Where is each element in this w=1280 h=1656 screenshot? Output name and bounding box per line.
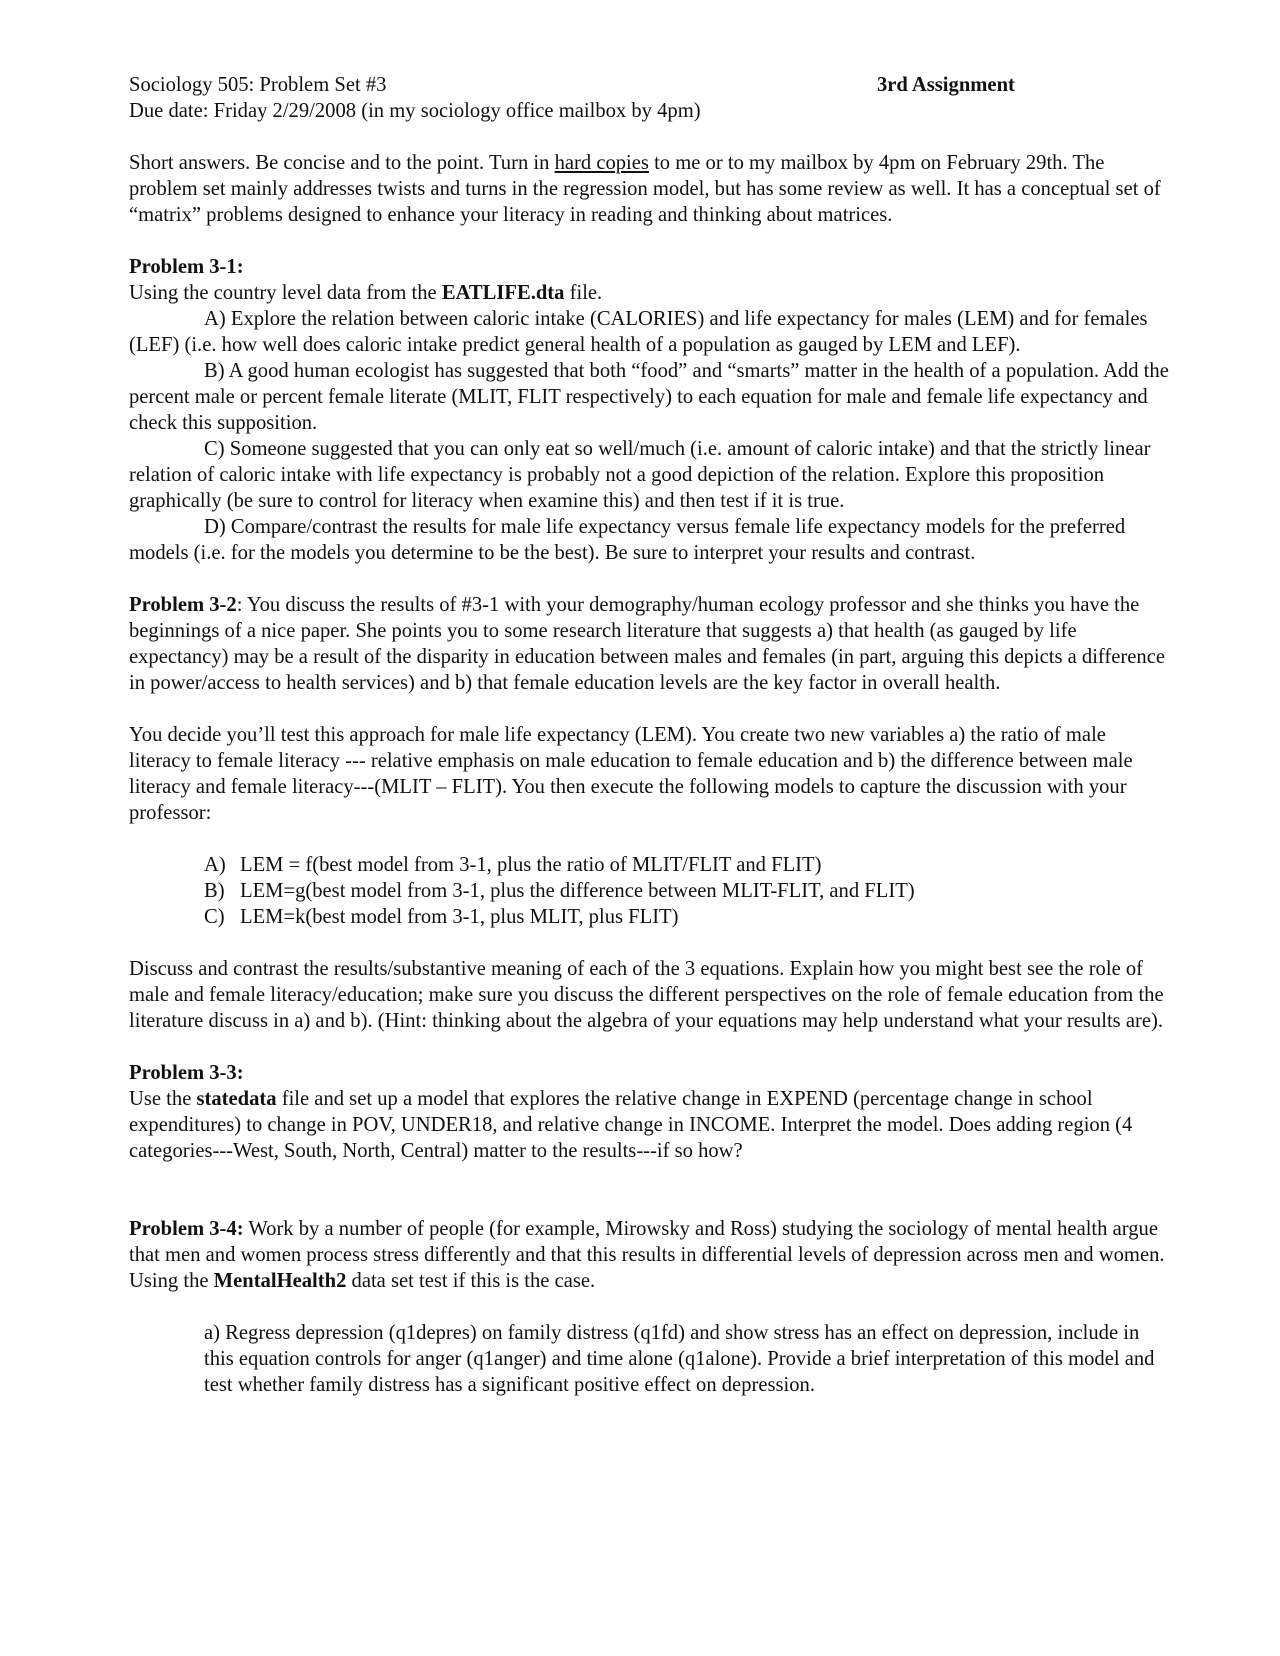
mentalhealth2-file-name: MentalHealth2	[213, 1270, 347, 1292]
problem-3-2-intro: Problem 3-2: You discuss the results of #3-1 with your demography/human ecology professor and she thinks you have the beginnings of a nice paper. She points you to some research literature that suggests a) that health (as gauged by life expectancy) may be a result of the disparity in education between males and females (in part, arguing this depicts a difference in power/access to health services) and b) that female education levels are the key factor in overall health.	[129, 594, 1165, 694]
problem-3-1-intro: Using the country level data from the EATLIFE.dta file.	[129, 282, 603, 304]
document-page	[129, 72, 1169, 1398]
problem-3-3-body: Use the statedata file and set up a model that explores the relative change in EXPEND (percentage change in school expenditures) to change in POV, UNDER18, and relative change in INCOME. Interpret the model. Does adding region (4 categories---West, South, North, Central) matter to the results---if so how?	[129, 1088, 1133, 1162]
problem-3-3-heading: Problem 3-3:	[129, 1062, 244, 1084]
problem-3-4-intro: Problem 3-4: Work by a number of people (for example, Mirowsky and Ross) studying the sociology of mental health argue that men and women process stress differently and that this results in differential levels of depression across men and women. Using the MentalHealth2 data set test if this is the case.	[129, 1218, 1165, 1292]
problem-3-1-part-d: D) Compare/contrast the results for male life expectancy versus female life expectancy models for the preferred models (i.e. for the models you determine to be the best). Be sure to interpret your results and contrast.	[129, 516, 1126, 564]
problem-3-1-part-a: A) Explore the relation between caloric intake (CALORIES) and life expectancy for males (LEM) and for females (LEF) (i.e. how well does caloric intake predict general health of a population as gauged by LEM and LEF).	[129, 308, 1148, 356]
problem-3-1-part-c: C) Someone suggested that you can only eat so well/much (i.e. amount of caloric intake) and that the strictly linear relation of caloric intake with life expectancy is probably not a good depiction of the relation. Explore this proposition graphically (be sure to control for literacy when examine this) and then test if it is true.	[129, 438, 1151, 512]
problem-3-2	[129, 592, 1169, 1034]
assignment-label: 3rd Assignment	[877, 74, 1015, 96]
problem-3-1-heading: Problem 3-1:	[129, 256, 244, 278]
due-date: Due date: Friday 2/29/2008 (in my sociology office mailbox by 4pm)	[129, 100, 701, 122]
problem-3-2-paragraph-2: You decide you’ll test this approach for male life expectancy (LEM). You create two new variables a) the ratio of male literacy to female literacy --- relative emphasis on male education to female education and b) the difference between male literacy and female literacy---(MLIT – FLIT). You then execute the following models to capture the discussion with your professor:	[129, 724, 1133, 824]
hard-copies-emphasis: hard copies	[554, 152, 649, 174]
problem-3-2-heading: Problem 3-2	[129, 594, 237, 616]
intro-paragraph: Short answers. Be concise and to the point. Turn in hard copies to me or to my mailbox by 4pm on February 29th. The problem set mainly addresses twists and turns in the regression model, but has some review as well. It has a conceptual set of “matrix” problems designed to enhance your literacy in reading and thinking about matrices.	[129, 152, 1161, 226]
course-title: Sociology 505: Problem Set #3	[129, 74, 387, 96]
header-row	[129, 72, 1169, 98]
statedata-file-name: statedata	[196, 1088, 277, 1110]
eatlife-file-name: EATLIFE.dta	[441, 282, 565, 304]
model-item: C) LEM=k(best model from 3-1, plus MLIT, plus FLIT)	[204, 906, 679, 928]
model-list	[129, 852, 1169, 930]
problem-3-1	[129, 254, 1169, 566]
model-item: B) LEM=g(best model from 3-1, plus the difference between MLIT-FLIT, and FLIT)	[204, 880, 915, 902]
problem-3-4-heading: Problem 3-4:	[129, 1218, 244, 1240]
problem-3-2-discussion: Discuss and contrast the results/substantive meaning of each of the 3 equations. Explain how you might best see the role of male and female literacy/education; make sure you discuss the different perspectives on the role of female education from the literature discuss in a) and b). (Hint: thinking about the algebra of your equations may help understand what your results are).	[129, 958, 1164, 1032]
problem-3-4	[129, 1216, 1169, 1398]
problem-3-4-part-a: a) Regress depression (q1depres) on family distress (q1fd) and show stress has an effect on depression, include in this equation controls for anger (q1anger) and time alone (q1alone). Provide a brief interpretation of this model and test whether family distress has a significant positive effect on depression.	[204, 1322, 1155, 1396]
problem-3-3	[129, 1060, 1169, 1164]
model-item: A) LEM = f(best model from 3-1, plus the ratio of MLIT/FLIT and FLIT)	[204, 854, 822, 876]
problem-3-1-part-b: B) A good human ecologist has suggested that both “food” and “smarts” matter in the health of a population. Add the percent male or percent female literate (MLIT, FLIT respectively) to each equation for male and female life expectancy and check this supposition.	[129, 360, 1169, 434]
